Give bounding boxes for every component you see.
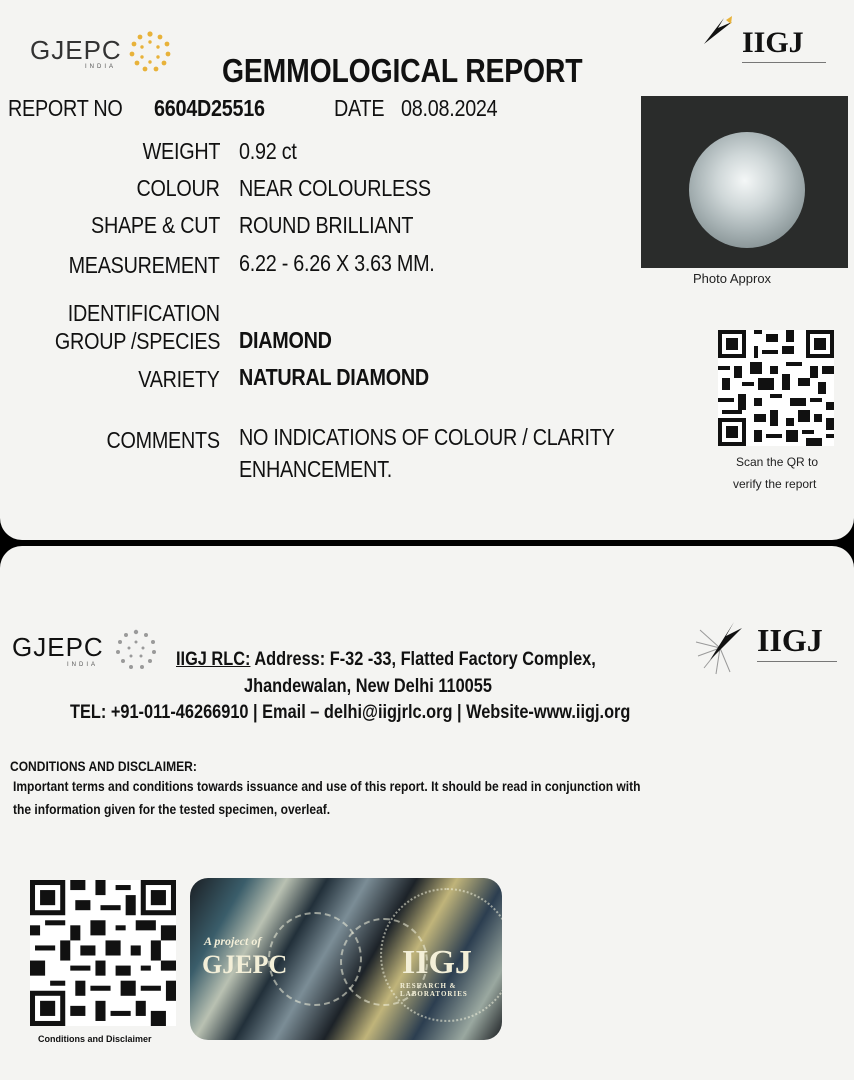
address-text: Address: F-32 -33, Flatted Factory Complex,	[250, 649, 596, 670]
diamond-image	[689, 132, 805, 248]
comments-line-1: NO INDICATIONS OF COLOUR / CLARITY	[239, 424, 615, 450]
species-label: GROUP /SPECIES	[54, 328, 220, 354]
species-value: DIAMOND	[239, 327, 332, 353]
hologram-gjepc-text: GJEPC	[202, 950, 288, 979]
disclaimer-line-2: the information given for the tested specimen, overleaf.	[13, 801, 331, 817]
identification-label: IDENTIFICATION	[67, 300, 220, 326]
shape-cut-label: SHAPE & CUT	[90, 212, 220, 238]
report-no-label: REPORT NO	[8, 95, 123, 121]
conditions-qr-caption: Conditions and Disclaimer	[38, 1034, 152, 1044]
arrow-star-logo-icon	[702, 16, 736, 46]
comments-label: COMMENTS	[106, 427, 220, 453]
comments-line-2: ENHANCEMENT.	[239, 456, 392, 482]
gjepc-logo-back-sub: INDIA	[67, 662, 99, 668]
colour-value: NEAR COLOURLESS	[239, 175, 431, 201]
sunburst-logo-icon	[128, 30, 172, 74]
disclaimer-heading: CONDITIONS AND DISCLAIMER:	[10, 758, 197, 774]
colour-label: COLOUR	[136, 175, 220, 201]
report-title: GEMMOLOGICAL REPORT	[222, 52, 583, 89]
qr-caption-line-2: verify the report	[733, 477, 817, 491]
measurement-value: 6.22 - 6.26 X 3.63 MM.	[239, 250, 435, 276]
security-hologram	[190, 878, 502, 1040]
gjepc-logo-back	[12, 632, 104, 663]
hologram-iigj-sub: RESEARCH & LABORATORIES	[400, 982, 468, 998]
address-prefix: IIGJ RLC:	[176, 649, 251, 670]
address-line-1	[176, 649, 664, 671]
photo-caption: Photo Approx	[693, 271, 772, 286]
disclaimer-line-1: Important terms and conditions towards issuance and use of this report. It should be read in conjunction with	[13, 778, 641, 794]
date-value: 08.08.2024	[401, 95, 498, 121]
measurement-label: MEASUREMENT	[68, 252, 220, 278]
iigj-logo-text: IIGJ	[742, 26, 804, 59]
variety-value: NATURAL DIAMOND	[239, 364, 429, 390]
conditions-qr-code-icon	[30, 880, 176, 1026]
gjepc-logo	[30, 35, 122, 66]
gem-photo	[641, 96, 848, 268]
weight-value: 0.92 ct	[239, 138, 297, 164]
report-back-card	[0, 546, 854, 1080]
iigj-logo-back-text: IIGJ	[757, 622, 823, 658]
gjepc-logo-back-text: GJEPC	[12, 632, 104, 662]
date-label: DATE	[334, 95, 385, 121]
logo-back-underline	[757, 661, 837, 662]
gjepc-logo-text: GJEPC	[30, 35, 122, 65]
address-line-2: Jhandewalan, New Delhi 110055	[244, 676, 492, 697]
report-no-value: 6604D25516	[154, 95, 265, 121]
sunburst-logo-back-icon	[114, 628, 158, 672]
logo-underline	[742, 62, 826, 63]
hologram-iigj-text: IIGJ	[402, 944, 472, 981]
shape-cut-value: ROUND BRILLIANT	[239, 212, 414, 238]
contact-line: TEL: +91-011-46266910 | Email – delhi@iigjrlc.org | Website-www.iigj.org	[70, 702, 631, 723]
variety-label: VARIETY	[138, 366, 220, 392]
arrow-star-logo-back-icon	[692, 620, 748, 676]
gjepc-logo-sub: INDIA	[85, 64, 117, 70]
qr-caption-line-1: Scan the QR to	[736, 455, 819, 469]
hologram-project-text: A project of	[204, 934, 262, 948]
qr-code-icon	[718, 330, 834, 446]
weight-label: WEIGHT	[142, 138, 220, 164]
